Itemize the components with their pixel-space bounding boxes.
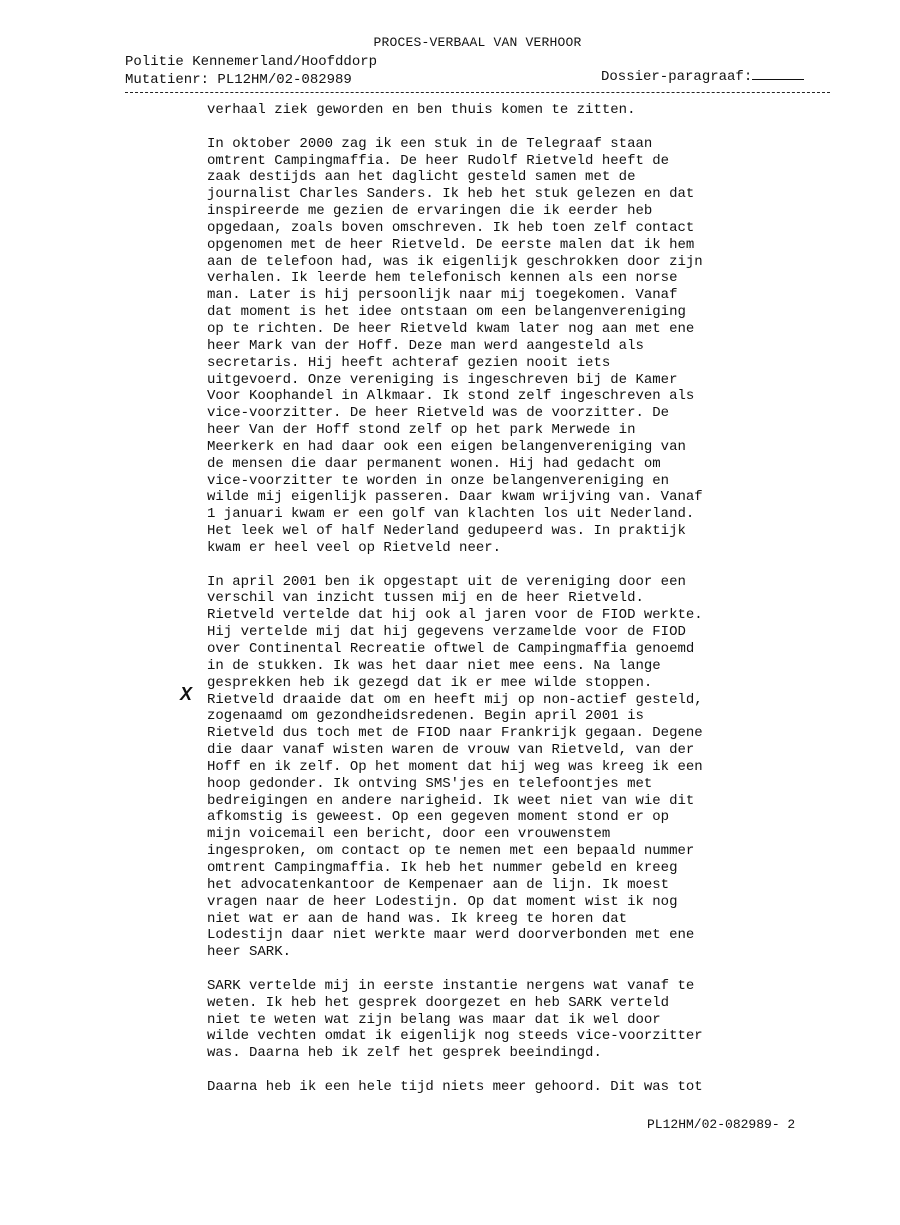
page-reference: PL12HM/02-082989- 2 [647, 1117, 796, 1132]
statement-body [207, 102, 767, 1113]
organization-name: Politie Kennemerland/Hoofddorp [125, 54, 378, 70]
paragraph: In april 2001 ben ik opgestapt uit de vereniging door een verschil van inzicht tussen mij en de heer Rietveld. Rietveld vertelde dat hij ook al jaren voor de FIOD werkte. Hij vertelde mij dat hij gegevens verzamelde voor de FIOD over Continental Recreatie oftwel de Campingmaffia genoemd in de stukken. Ik was het daar niet mee eens. Na lange gesprekken heb ik gezegd dat ik er mee wilde stoppen. Rietveld draaide dat om en heeft mij op non-actief gesteld, zogenaamd om gezondheidsredenen. Begin april 2001 is Rietveld dus toch met de FIOD naar Frankrijk gegaan. Degene die daar vanaf wisten waren de vrouw van Rietveld, van der Hoff en ik zelf. Op het moment dat hij weg was kreeg ik een hoop gedonder. Ik ontving SMS'jes en telefoontjes met bedreigingen en andere narigheid. Ik weet niet van wie dit afkomstig is geweest. Op een gegeven moment stond er op mijn voicemail een bericht, door een vrouwenstem ingesproken, om contact op te nemen met een bepaald nummer omtrent Campingmaffia. Ik heb het nummer gebeld en kreeg het advocatenkantoor de Kempenaer aan de lijn. Ik moest vragen naar de heer Lodestijn. Op dat moment wist ik nog niet wat er aan de hand was. Ik kreeg te horen dat Lodestijn daar niet werkte maar werd doorverbonden met ene heer SARK. [207, 573, 703, 961]
paragraph: In oktober 2000 zag ik een stuk in de Telegraaf staan omtrent Campingmaffia. De heer Rudolf Rietveld heeft de zaak destijds aan het daglicht gesteld samen met de journalist Charles Sanders. Ik heb het stuk gelezen en dat inspireerde me gezien de ervaringen die ik eerder heb opgedaan, zoals boven omschreven. Ik heb toen zelf contact opgenomen met de heer Rietveld. De eerste malen dat ik hem aan de telefoon had, was ik eigenlijk geschrokken door zijn verhalen. Ik leerde hem telefonisch kennen als een norse man. Later is hij persoonlijk naar mij toegekomen. Vanaf dat moment is het idee ontstaan om een belangenvereniging op te richten. De heer Rietveld kwam later nog aan met ene heer Mark van der Hoff. Deze man werd aangesteld als secretaris. Hij heeft achteraf gezien nooit iets uitgevoerd. Onze vereniging is ingeschreven bij de Kamer Voor Koophandel in Alkmaar. Ik stond zelf ingeschreven als vice-voorzitter. De heer Rietveld was de voorzitter. De heer Van der Hoff stond zelf op het park Merwede in Meerkerk en had daar ook een eigen belangenvereniging van de mensen die daar permanent wonen. Hij had gedacht om vice-voorzitter te worden in onze belangenvereniging en wilde mij eigenlijk passeren. Daar kwam wrijving van. Vanaf 1 januari kwam er een golf van klachten los uit Nederland. Het leek wel of half Nederland gedupeerd was. In praktijk kwam er heel veel op Rietveld neer. [207, 135, 703, 556]
dossier-label: Dossier-paragraaf: [601, 69, 753, 85]
paragraph: Daarna heb ik een hele tijd niets meer gehoord. Dit was tot [207, 1078, 703, 1095]
dossier-blank-line [752, 67, 804, 80]
paragraph: SARK vertelde mij in eerste instantie nergens wat vanaf te weten. Ik heb het gesprek doorgezet en heb SARK verteld niet te weten wat zijn belang was maar dat ik wel door wilde vechten omdat ik eigenlijk nog steeds vice-voorzitter was. Daarna heb ik zelf het gesprek beeindingd. [207, 977, 703, 1062]
paragraph: verhaal ziek geworden en ben thuis komen te zitten. [207, 102, 636, 118]
header-divider [125, 92, 830, 93]
dossier-paragraph-field [601, 67, 804, 85]
handwritten-margin-mark: X [180, 684, 193, 704]
document-title: PROCES-VERBAAL VAN VERHOOR [373, 35, 582, 50]
mutation-number: Mutatienr: PL12HM/02-082989 [125, 72, 352, 88]
